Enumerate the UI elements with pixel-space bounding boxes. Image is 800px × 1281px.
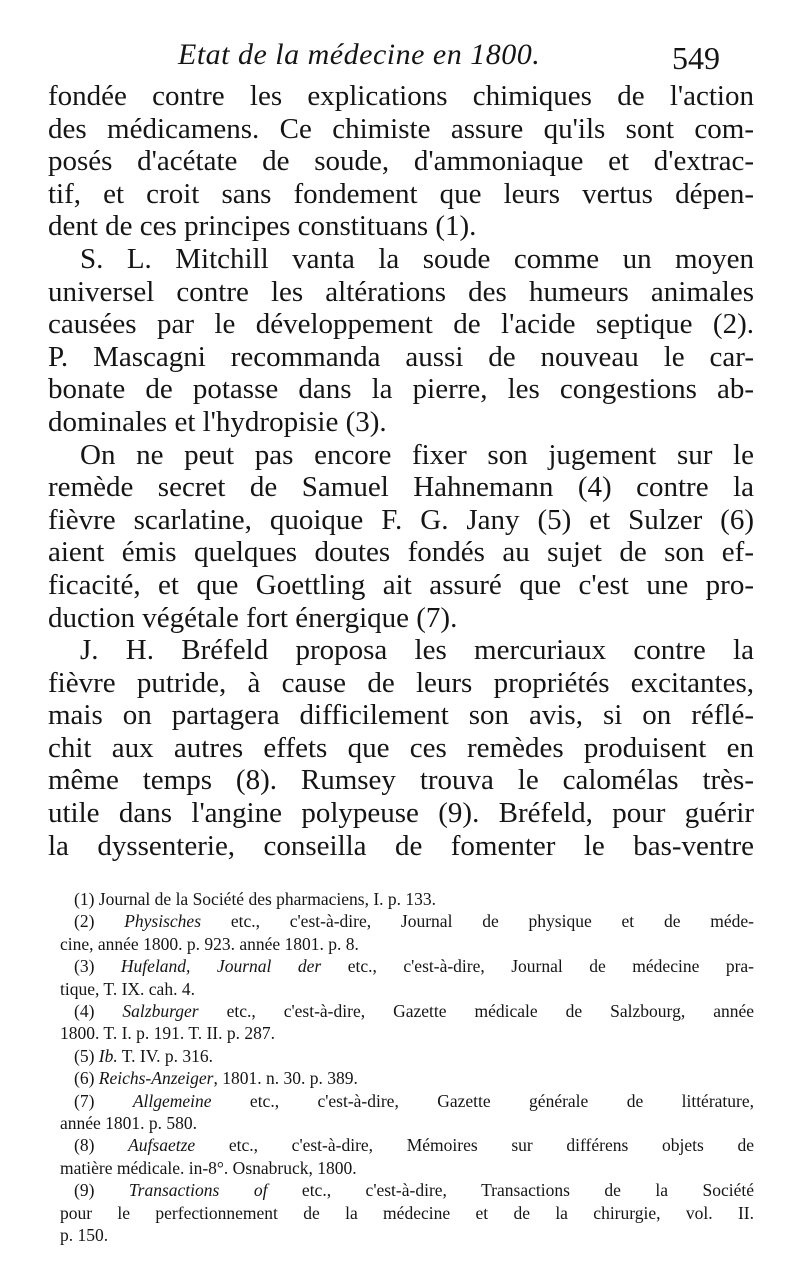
footnote-2 bbox=[60, 910, 754, 955]
footnote-title: Salzburger bbox=[122, 1001, 199, 1022]
text-line: aient émis quelques doutes fondés au sujet de son ef- bbox=[48, 536, 754, 569]
footnote-text: etc., c'est-à-dire, Gazette générale de littérature, bbox=[211, 1090, 755, 1111]
footnote-text: etc., c'est-à-dire, Journal de physique et de méde- bbox=[201, 911, 755, 932]
footnote-marker: (9) bbox=[74, 1180, 95, 1201]
footnote-marker: (3) bbox=[74, 956, 95, 977]
text-line: fièvre scarlatine, quoique F. G. Jany (5) et Sulzer (6) bbox=[48, 503, 754, 536]
footnote-text: pour le perfectionnement de la médecine et de la chirurgie, vol. II. bbox=[60, 1202, 754, 1223]
footnotes bbox=[60, 888, 754, 1247]
footnote-title: Ib. bbox=[98, 1045, 118, 1066]
text-line: bonate de potasse dans la pierre, les congestions ab- bbox=[48, 373, 754, 406]
footnote-9 bbox=[60, 1179, 754, 1246]
text-line: universel contre les altérations des humeurs animales bbox=[48, 275, 754, 308]
footnote-6 bbox=[60, 1067, 754, 1089]
footnote-text: etc., c'est-à-dire, Transactions de la Société bbox=[267, 1180, 754, 1201]
text-line: utile dans l'angine polypeuse (9). Bréfeld, pour guérir bbox=[48, 797, 754, 830]
text-line: P. Mascagni recommanda aussi de nouveau le car- bbox=[48, 340, 754, 373]
footnote-title: Hufeland, Journal der bbox=[120, 956, 322, 977]
main-text bbox=[48, 80, 754, 862]
footnote-text: etc., c'est-à-dire, Journal de médecine pra- bbox=[321, 956, 755, 977]
paragraph-3 bbox=[48, 439, 754, 635]
text-line: ficacité, et que Goettling ait assuré que c'est une pro- bbox=[48, 568, 754, 601]
page-header bbox=[0, 30, 800, 86]
footnote-text: , 1801. n. 30. p. 389. bbox=[213, 1068, 358, 1089]
footnote-text: 1800. T. I. p. 191. T. II. p. 287. bbox=[60, 1023, 276, 1044]
paragraph-4 bbox=[48, 634, 754, 862]
text-line: posés d'acétate de soude, d'ammoniaque et d'extrac- bbox=[48, 145, 754, 178]
footnote-marker: (4) bbox=[74, 1001, 95, 1022]
text-line: la dyssenterie, conseilla de fomenter le bas-ventre bbox=[48, 829, 754, 862]
footnote-text: matière médicale. in-8°. Osnabruck, 1800. bbox=[60, 1157, 357, 1178]
footnote-text: tique, T. IX. cah. 4. bbox=[60, 978, 195, 999]
text-line: remède secret de Samuel Hahnemann (4) contre la bbox=[48, 471, 754, 504]
paragraph-1 bbox=[48, 80, 754, 243]
text-line: chit aux autres effets que ces remèdes produisent en bbox=[48, 731, 754, 764]
footnote-7 bbox=[60, 1090, 754, 1135]
footnote-3 bbox=[60, 955, 754, 1000]
text-line: des médicamens. Ce chimiste assure qu'ils sont com- bbox=[48, 112, 754, 145]
footnote-text: etc., c'est-à-dire, Mémoires sur différens objets de bbox=[195, 1135, 754, 1156]
footnote-text: p. 150. bbox=[60, 1225, 109, 1246]
footnote-8 bbox=[60, 1134, 754, 1179]
footnote-marker: (7) bbox=[74, 1090, 95, 1111]
footnote-title: Transactions of bbox=[128, 1180, 268, 1201]
text-line: J. H. Bréfeld proposa les mercuriaux contre la bbox=[80, 634, 754, 667]
footnote-text: cine, année 1800. p. 923. année 1801. p. 8. bbox=[60, 933, 359, 954]
footnote-marker: (1) bbox=[74, 889, 95, 909]
text-line: On ne peut pas encore fixer son jugement sur le bbox=[80, 438, 754, 471]
paragraph-2 bbox=[48, 243, 754, 439]
footnote-text: etc., c'est-à-dire, Gazette médicale de Salzbourg, année bbox=[198, 1001, 754, 1022]
text-line: tif, et croit sans fondement que leurs vertus dépen- bbox=[48, 177, 754, 210]
footnote-text: T. IV. p. 316. bbox=[117, 1045, 214, 1066]
footnote-4 bbox=[60, 1000, 754, 1045]
text-line: même temps (8). Rumsey trouva le calomélas très- bbox=[48, 764, 754, 797]
text-line: fièvre putride, à cause de leurs propriétés excitantes, bbox=[48, 666, 754, 699]
footnote-title: Allgemeine bbox=[132, 1090, 212, 1111]
footnote-1 bbox=[60, 888, 754, 910]
text-line: dent de ces principes constituans (1). bbox=[48, 210, 477, 243]
text-line: duction végétale fort énergique (7). bbox=[48, 601, 458, 634]
page-number: 549 bbox=[672, 40, 720, 76]
footnote-marker: (2) bbox=[74, 911, 95, 932]
text-line: dominales et l'hydropisie (3). bbox=[48, 405, 387, 438]
footnote-marker: (6) bbox=[74, 1068, 95, 1089]
footnote-marker: (5) bbox=[74, 1045, 95, 1066]
footnote-5 bbox=[60, 1045, 754, 1067]
text-line: causées par le développement de l'acide septique (2). bbox=[48, 308, 754, 341]
text-line: S. L. Mitchill vanta la soude comme un moyen bbox=[80, 242, 754, 275]
footnote-title: Physisches bbox=[124, 911, 202, 932]
footnote-text: Journal de la Société des pharmaciens, I. p. 133. bbox=[98, 889, 437, 909]
footnote-title: Aufsaetze bbox=[128, 1135, 196, 1156]
footnote-title: Reichs-Anzeiger bbox=[98, 1068, 214, 1089]
footnote-text: année 1801. p. 580. bbox=[60, 1113, 198, 1134]
text-line: fondée contre les explications chimiques de l'action bbox=[48, 80, 754, 112]
text-line: mais on partagera difficilement son avis, si on réflé- bbox=[48, 699, 754, 732]
running-title: Etat de la médecine en 1800. bbox=[178, 38, 541, 71]
footnote-marker: (8) bbox=[74, 1135, 95, 1156]
